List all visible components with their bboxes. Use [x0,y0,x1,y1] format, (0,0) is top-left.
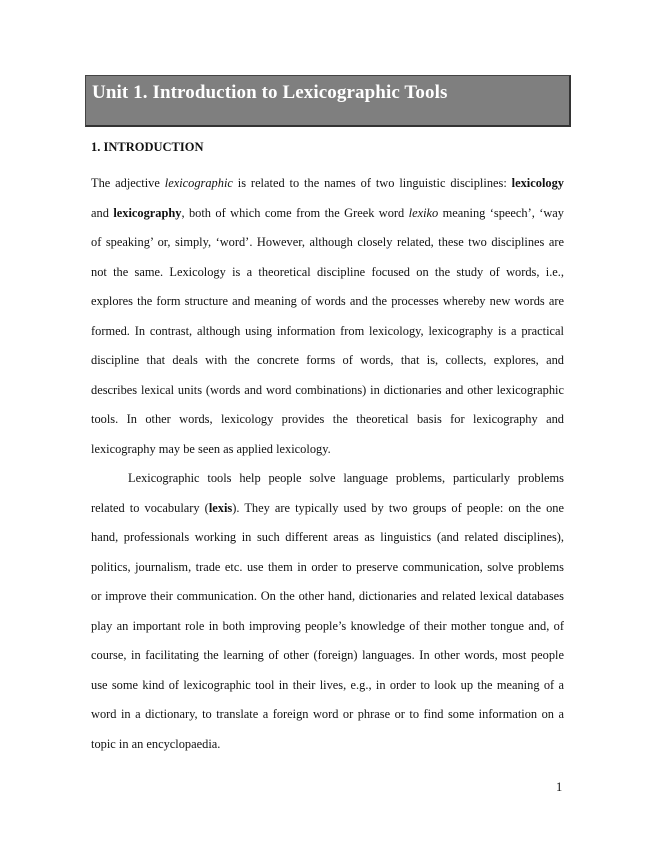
unit-title-banner [85,75,571,127]
paragraph-1-line-8: describes lexical units (words and word combinations) in dictionaries and other lexicographic [91,382,564,397]
paragraph-1-line-5: explores the form structure and meaning of words and the processes whereby new words are [91,294,564,308]
paragraph-1-line-9: tools. In other words, lexicology provides the theoretical basis for lexicography and [91,412,564,426]
text-run: ). They are typically used by two groups of people: on the one [232,500,564,515]
unit-title: Unit 1. Introduction to Lexicographic Tools [92,82,448,103]
italic-term-lexicographic: lexicographic [164,176,233,190]
paragraph-2-line-2 [91,500,564,516]
paragraph-2-line-5: or improve their communication. On the other hand, dictionaries and related lexical databases [91,589,564,603]
bold-term-lexis: lexis [208,500,233,515]
paragraph-1-line-3: of speaking’ or, simply, ‘word’. However, although closely related, these two disciplines are [91,235,564,249]
paragraph-2-line-6: play an important role in both improving people’s knowledge of their mother tongue and, of [91,618,564,633]
italic-term-lexiko: lexiko [408,205,439,220]
paragraph-2-line-10: topic in an encyclopaedia. [91,736,221,751]
paragraph-2-line-9: word in a dictionary, to translate a foreign word or phrase or to find some information on a [91,707,564,721]
bold-term-lexicography: lexicography [113,205,182,220]
paragraph-2-line-1: Lexicographic tools help people solve language problems, particularly problems [128,471,564,485]
section-heading: 1. INTRODUCTION [91,140,204,154]
text-run: and [91,205,114,220]
paragraph-1-line-6: formed. In contrast, although using information from lexicology, lexicography is a practical [91,323,564,338]
paragraph-1-line-10: lexicography may be seen as applied lexicology. [91,441,331,456]
paragraph-2-line-3: hand, professionals working in such different areas as linguistics (and related disciplines), [91,530,564,544]
paragraph-2-line-4: politics, journalism, trade etc. use them in order to preserve communication, solve problems [91,559,564,574]
paragraph-1-line-2 [91,205,564,221]
text-run: related to vocabulary ( [91,500,209,515]
text-run: , both of which come from the Greek word [181,205,409,220]
text-run: meaning ‘speech’, ‘way [438,205,564,220]
text-run: The adjective [91,176,165,190]
paragraph-2-line-7: course, in facilitating the learning of other (foreign) languages. In other words, most people [91,648,564,662]
paragraph-1-line-1 [91,175,564,191]
paragraph-1-line-4: not the same. Lexicology is a theoretical discipline focused on the study of words, i.e., [91,264,564,279]
bold-term-lexicology: lexicology [511,176,564,190]
text-run: is related to the names of two linguistic disciplines: [232,176,512,190]
paragraph-1-line-7: discipline that deals with the concrete forms of words, that is, collects, explores, and [91,353,564,367]
page-number: 1 [556,780,563,794]
paragraph-2-line-8: use some kind of lexicographic tool in their lives, e.g., in order to look up the meaning of a [91,677,564,692]
